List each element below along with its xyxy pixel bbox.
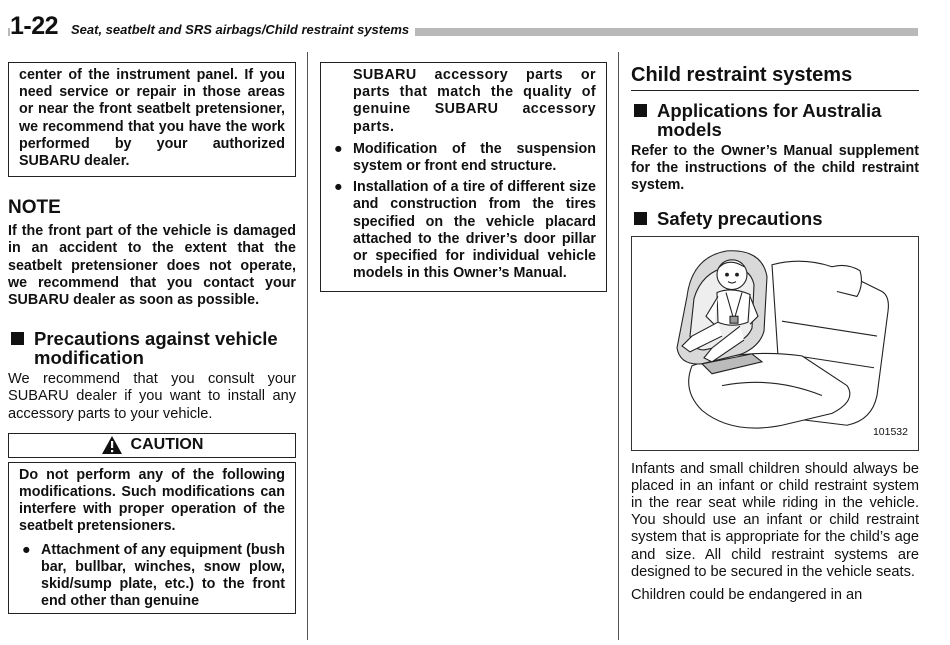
section-square-icon: [634, 212, 647, 225]
bullet-icon: ●: [334, 140, 343, 157]
list-item: [19, 542, 285, 611]
column-3: [631, 64, 919, 604]
caution-label: CAUTION: [130, 436, 204, 454]
child-seat-illustration: [631, 236, 919, 451]
caution-box: [8, 462, 296, 614]
list-item: [331, 141, 596, 175]
chapter-title: Seat, seatbelt and SRS airbags/Child restraint systems: [65, 22, 415, 37]
section-square-icon: [634, 104, 647, 117]
body-text: Infants and small children should always be placed in an infant or child restraint system in the rear seat while riding in the vehicle. You should use an infant or child restraint system that is appropriate for the child’s age and size. All child restraint systems are designed to be secured in the vehicle seats.: [631, 460, 919, 580]
caution-bullet-2: Modification of the suspension system or front end structure.: [353, 140, 596, 175]
warning-triangle-icon: [101, 435, 123, 455]
caution-list: [19, 542, 285, 611]
note-text: If the front part of the vehicle is damaged in an accident to the extent that the seatbelt pretensioner does not operate, we recommend that you contact your SUBARU dealer as soon as possible.: [8, 223, 296, 309]
column-1: [8, 62, 296, 614]
section-heading-safety: [631, 209, 919, 228]
column-divider-2: [618, 52, 619, 640]
page-header: [8, 10, 918, 44]
section-square-icon: [11, 332, 24, 345]
list-item: [331, 179, 596, 282]
body-text-2: Children could be endangered in an: [631, 587, 863, 604]
section-heading-text: Safety precautions: [657, 207, 823, 229]
section-heading-text: Applications for Australia models: [657, 100, 882, 140]
page-number: 1-22: [10, 12, 66, 41]
warning-continuation-text: center of the instrument panel. If you need service or repair in those areas or near the front seatbelt pretensioner, we recommend that you have the work performed by your authorized SUBARU dealer.: [19, 67, 285, 170]
section-text: We recommend that you consult your SUBARU dealer if you want to install any accessory parts to your vehicle.: [8, 371, 296, 422]
main-heading: Child restraint systems: [631, 64, 919, 91]
section-heading-australia: [631, 101, 919, 139]
bullet-icon: ●: [334, 179, 343, 196]
caution-bullet-1-continued: SUBARU accessory parts or parts that match the quality of genuine SUBARU accessory parts.: [353, 67, 596, 135]
caution-banner: [8, 433, 296, 458]
note-heading: NOTE: [8, 197, 61, 219]
caution-box-continued: [320, 62, 607, 292]
bullet-icon: ●: [22, 541, 31, 558]
warning-continuation-box: [8, 62, 296, 177]
caution-bullet-1: Attachment of any equipment (bush bar, bullbar, winches, snow plow, skid/sump plate, etc.) to the front end other than genuine: [41, 541, 285, 610]
section-heading-modification: [8, 329, 296, 367]
child-seat-drawing: [632, 237, 918, 450]
figure-id: 101532: [872, 425, 908, 438]
column-2: [320, 62, 607, 292]
section-heading-text: Precautions against vehicle modification: [34, 328, 278, 369]
column-divider-1: [307, 52, 308, 640]
caution-bullet-3: Installation of a tire of different size and construction from the tires specified on the vehicle placard attached to the driver’s door pillar or specified for individual vehicle models in this Owner’s Manual.: [353, 179, 596, 282]
australia-text: Refer to the Owner’s Manual supplement for the instructions of the child restraint system.: [631, 143, 919, 194]
caution-intro: Do not perform any of the following modifications. Such modifications can interfere with proper operation of the seatbelt pretensioners.: [19, 466, 285, 535]
caution-list-continued: [331, 141, 596, 283]
